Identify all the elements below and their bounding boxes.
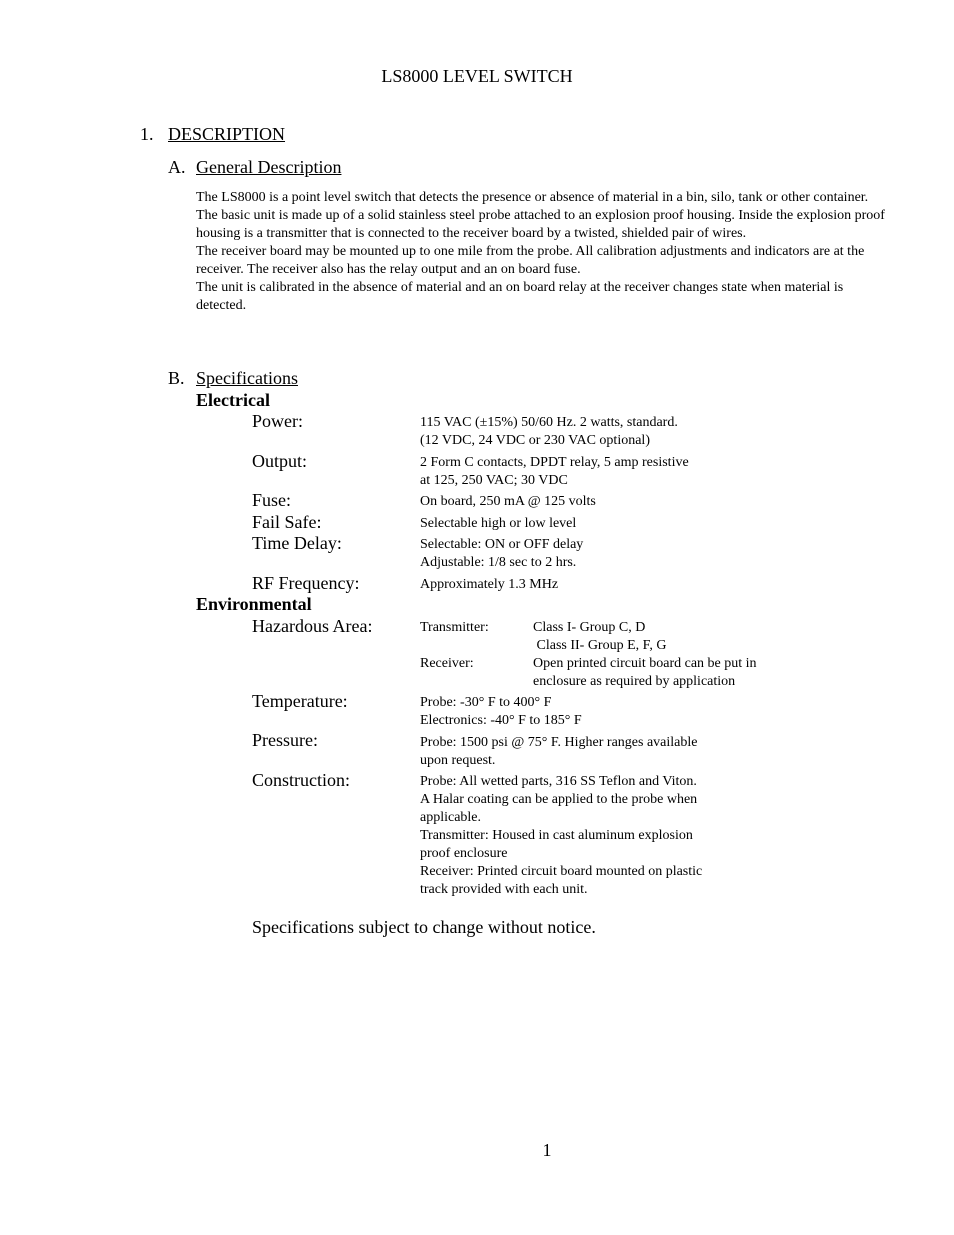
timedelay-line-1: Selectable: ON or OFF delay <box>420 537 584 552</box>
hazardous-receiver-value <box>533 655 757 691</box>
transmitter-class-1: Class I- Group C, D <box>533 620 646 635</box>
section-b-heading <box>168 368 298 389</box>
temperature-line-1: Probe: -30° F to 400° F <box>420 695 552 710</box>
receiver-line-2: enclosure as required by application <box>533 674 736 689</box>
section-b-letter: B. <box>168 368 185 388</box>
construction-line: Transmitter: Housed in cast aluminum explosion <box>420 828 693 843</box>
construction-line: Probe: All wetted parts, 316 SS Teflon and Viton. <box>420 774 697 789</box>
construction-line: Receiver: Printed circuit board mounted on plastic <box>420 864 703 879</box>
power-line-1: 115 VAC (±15%) 50/60 Hz. 2 watts, standard. <box>420 415 678 430</box>
description-paragraph: The LS8000 is a point level switch that detects the presence or absence of material in a bin, silo, tank or other container. <box>196 190 869 205</box>
output-label: Output: <box>252 451 308 471</box>
rf-frequency-value: Approximately 1.3 MHz <box>420 577 559 592</box>
section-a-letter: A. <box>168 157 186 177</box>
section-1-title: DESCRIPTION <box>168 124 286 144</box>
receiver-line-1: Open printed circuit board can be put in <box>533 656 757 671</box>
page-number: 1 <box>542 1140 552 1160</box>
power-value <box>420 414 678 450</box>
power-label: Power: <box>252 411 303 431</box>
section-a-title: General Description <box>196 157 342 177</box>
description-paragraph: The receiver board may be mounted up to one mile from the probe. All calibration adjustments and indicators are at the receiver. The receiver also has the relay output and an on board fuse. <box>196 244 865 277</box>
timedelay-value <box>420 536 583 572</box>
pressure-line-1: Probe: 1500 psi @ 75° F. Higher ranges available <box>420 735 698 750</box>
temperature-line-2: Electronics: -40° F to 185° F <box>420 713 582 728</box>
general-description-body <box>196 189 890 315</box>
output-line-2: at 125, 250 VAC; 30 VDC <box>420 473 568 488</box>
specifications-note: Specifications subject to change without notice. <box>252 917 596 937</box>
pressure-line-2: upon request. <box>420 753 496 768</box>
failsafe-value: Selectable high or low level <box>420 516 577 531</box>
section-1-number: 1. <box>140 124 154 144</box>
timedelay-label: Time Delay: <box>252 533 342 553</box>
description-paragraph: The unit is calibrated in the absence of material and an on board relay at the receiver changes state when material is detected. <box>196 280 844 313</box>
fuse-label: Fuse: <box>252 490 292 510</box>
environmental-heading: Environmental <box>196 594 312 614</box>
construction-value <box>420 773 702 899</box>
section-1-heading <box>140 124 285 145</box>
construction-line: A Halar coating can be applied to the probe when <box>420 792 698 807</box>
pressure-label: Pressure: <box>252 730 318 750</box>
section-a-heading <box>168 157 341 178</box>
fuse-value: On board, 250 mA @ 125 volts <box>420 494 596 509</box>
hazardous-transmitter-label: Transmitter: <box>420 620 489 635</box>
pressure-value <box>420 734 697 770</box>
timedelay-line-2: Adjustable: 1/8 sec to 2 hrs. <box>420 555 577 570</box>
hazardous-receiver-label: Receiver: <box>420 656 474 671</box>
transmitter-class-2: Class II- Group E, F, G <box>533 638 667 653</box>
output-value <box>420 454 689 490</box>
construction-line: proof enclosure <box>420 846 508 861</box>
construction-label: Construction: <box>252 770 350 790</box>
section-b-title: Specifications <box>196 368 298 388</box>
hazardous-area-label: Hazardous Area: <box>252 616 373 636</box>
hazardous-transmitter-value <box>533 619 666 655</box>
construction-line: applicable. <box>420 810 482 825</box>
output-line-1: 2 Form C contacts, DPDT relay, 5 amp resistive <box>420 455 689 470</box>
description-paragraph: The basic unit is made up of a solid stainless steel probe attached to an explosion proof housing. Inside the explosion proof housing is a transmitter that is connected to the receiver board by a twisted, shielded pair of wires. <box>196 208 885 241</box>
temperature-label: Temperature: <box>252 691 348 711</box>
power-line-2: (12 VDC, 24 VDC or 230 VAC optional) <box>420 433 650 448</box>
temperature-value <box>420 694 582 730</box>
construction-line: track provided with each unit. <box>420 882 588 897</box>
document-title: LS8000 LEVEL SWITCH <box>381 66 573 86</box>
electrical-heading: Electrical <box>196 390 270 410</box>
rf-frequency-label: RF Frequency: <box>252 573 360 593</box>
failsafe-label: Fail Safe: <box>252 512 322 532</box>
